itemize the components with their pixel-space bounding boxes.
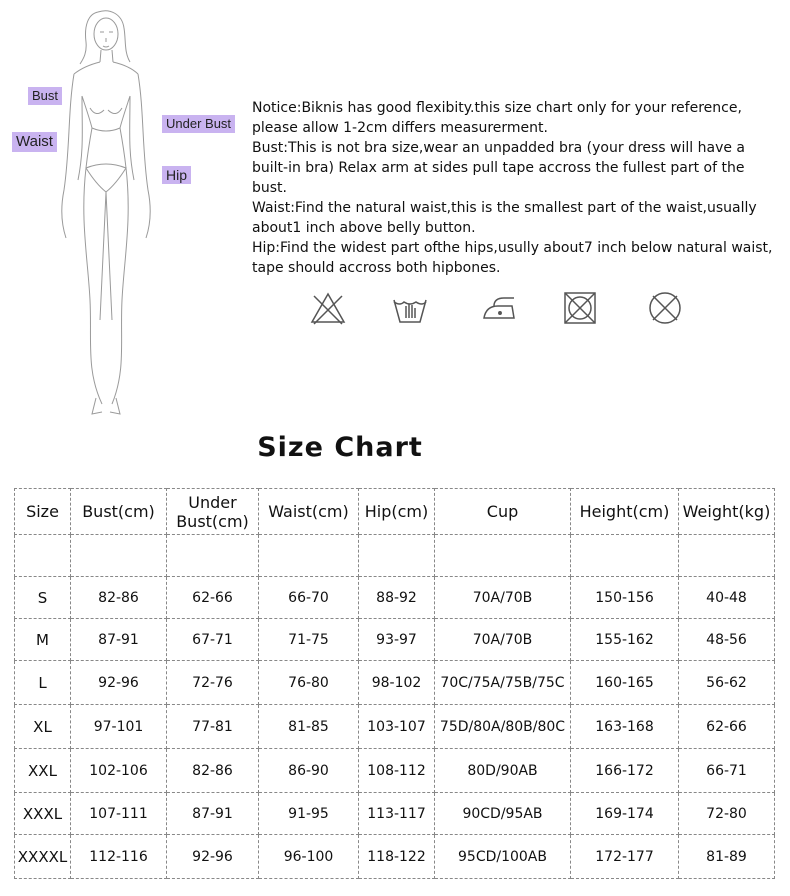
table-cell: 88-92: [359, 577, 435, 619]
table-cell: 67-71: [167, 619, 259, 661]
do-not-tumble-dry-icon: [560, 288, 600, 328]
table-cell: 62-66: [679, 705, 775, 749]
table-cell: 66-71: [679, 749, 775, 793]
header-cell: Hip(cm): [359, 489, 435, 535]
table-cell: 71-75: [259, 619, 359, 661]
table-cell: 90CD/95AB: [435, 793, 571, 835]
table-row: [15, 577, 775, 619]
table-cell: 75D/80A/80B/80C: [435, 705, 571, 749]
table-cell: 93-97: [359, 619, 435, 661]
table-cell: 72-80: [679, 793, 775, 835]
do-not-dry-clean-icon: [645, 288, 685, 328]
size-cell: XXXXL: [15, 835, 71, 879]
table-cell: 113-117: [359, 793, 435, 835]
table-cell: 102-106: [71, 749, 167, 793]
table-cell: 155-162: [571, 619, 679, 661]
table-row-empty: [15, 535, 775, 577]
size-chart-table: [14, 488, 775, 879]
table-cell: 82-86: [167, 749, 259, 793]
table-cell: 118-122: [359, 835, 435, 879]
table-cell: 81-89: [679, 835, 775, 879]
table-cell: 56-62: [679, 661, 775, 705]
header-cell: Under Bust(cm): [167, 489, 259, 535]
table-cell: 66-70: [259, 577, 359, 619]
header-cell: Cup: [435, 489, 571, 535]
header-cell: Waist(cm): [259, 489, 359, 535]
size-chart-title: Size Chart: [257, 432, 423, 463]
size-cell: XXL: [15, 749, 71, 793]
body-figure-illustration: [40, 0, 180, 420]
table-cell: 160-165: [571, 661, 679, 705]
bust-label: Bust: [28, 87, 62, 105]
table-row: [15, 705, 775, 749]
notice-line: Waist:Find the natural waist,this is the smallest part of the waist,usually: [252, 200, 757, 216]
table-row: [15, 793, 775, 835]
size-cell: XL: [15, 705, 71, 749]
table-cell: 87-91: [167, 793, 259, 835]
table-cell: 70C/75A/75B/75C: [435, 661, 571, 705]
table-cell: 82-86: [71, 577, 167, 619]
table-cell: 163-168: [571, 705, 679, 749]
iron-icon: [480, 288, 520, 328]
size-cell: XXXL: [15, 793, 71, 835]
notice-line: built-in bra) Relax arm at sides pull tape accross the fullest part of the bust.: [252, 160, 745, 196]
table-cell: 96-100: [259, 835, 359, 879]
notice-line: Notice:Biknis has good flexibity.this size chart only for your reference,: [252, 100, 742, 116]
table-cell: 40-48: [679, 577, 775, 619]
do-not-bleach-icon: [308, 288, 348, 328]
size-cell: S: [15, 577, 71, 619]
table-cell: 91-95: [259, 793, 359, 835]
header-cell: Size: [15, 489, 71, 535]
table-cell: 172-177: [571, 835, 679, 879]
table-row: [15, 619, 775, 661]
table-row: [15, 749, 775, 793]
waist-label: Waist: [12, 132, 57, 152]
measurement-notice: [252, 98, 782, 278]
hand-wash-icon: [390, 288, 430, 328]
table-cell: 81-85: [259, 705, 359, 749]
table-cell: 86-90: [259, 749, 359, 793]
table-cell: 70A/70B: [435, 577, 571, 619]
table-cell: 92-96: [167, 835, 259, 879]
table-cell: 112-116: [71, 835, 167, 879]
table-header-row: [15, 489, 775, 535]
table-cell: 103-107: [359, 705, 435, 749]
notice-line: Hip:Find the widest part ofthe hips,usully about7 inch below natural waist,: [252, 240, 773, 256]
table-cell: 72-76: [167, 661, 259, 705]
notice-line: Bust:This is not bra size,wear an unpadded bra (your dress will have a: [252, 140, 746, 156]
hip-label: Hip: [162, 166, 191, 184]
table-cell: 150-156: [571, 577, 679, 619]
table-cell: 92-96: [71, 661, 167, 705]
table-cell: 70A/70B: [435, 619, 571, 661]
header-cell: Bust(cm): [71, 489, 167, 535]
table-cell: 166-172: [571, 749, 679, 793]
notice-line: tape should accross both hipbones.: [252, 260, 501, 276]
size-cell: L: [15, 661, 71, 705]
table-cell: 87-91: [71, 619, 167, 661]
table-cell: 48-56: [679, 619, 775, 661]
notice-line: please allow 1-2cm differs measurerment.: [252, 120, 548, 136]
notice-line: about1 inch above belly button.: [252, 220, 476, 236]
table-cell: 97-101: [71, 705, 167, 749]
table-cell: 108-112: [359, 749, 435, 793]
header-cell: Weight(kg): [679, 489, 775, 535]
table-row: [15, 835, 775, 879]
table-cell: 62-66: [167, 577, 259, 619]
table-cell: 80D/90AB: [435, 749, 571, 793]
size-cell: M: [15, 619, 71, 661]
table-cell: 107-111: [71, 793, 167, 835]
table-cell: 98-102: [359, 661, 435, 705]
table-cell: 77-81: [167, 705, 259, 749]
table-cell: 76-80: [259, 661, 359, 705]
header-cell: Height(cm): [571, 489, 679, 535]
under-bust-label: Under Bust: [162, 115, 235, 133]
table-cell: 95CD/100AB: [435, 835, 571, 879]
table-cell: 169-174: [571, 793, 679, 835]
table-row: [15, 661, 775, 705]
